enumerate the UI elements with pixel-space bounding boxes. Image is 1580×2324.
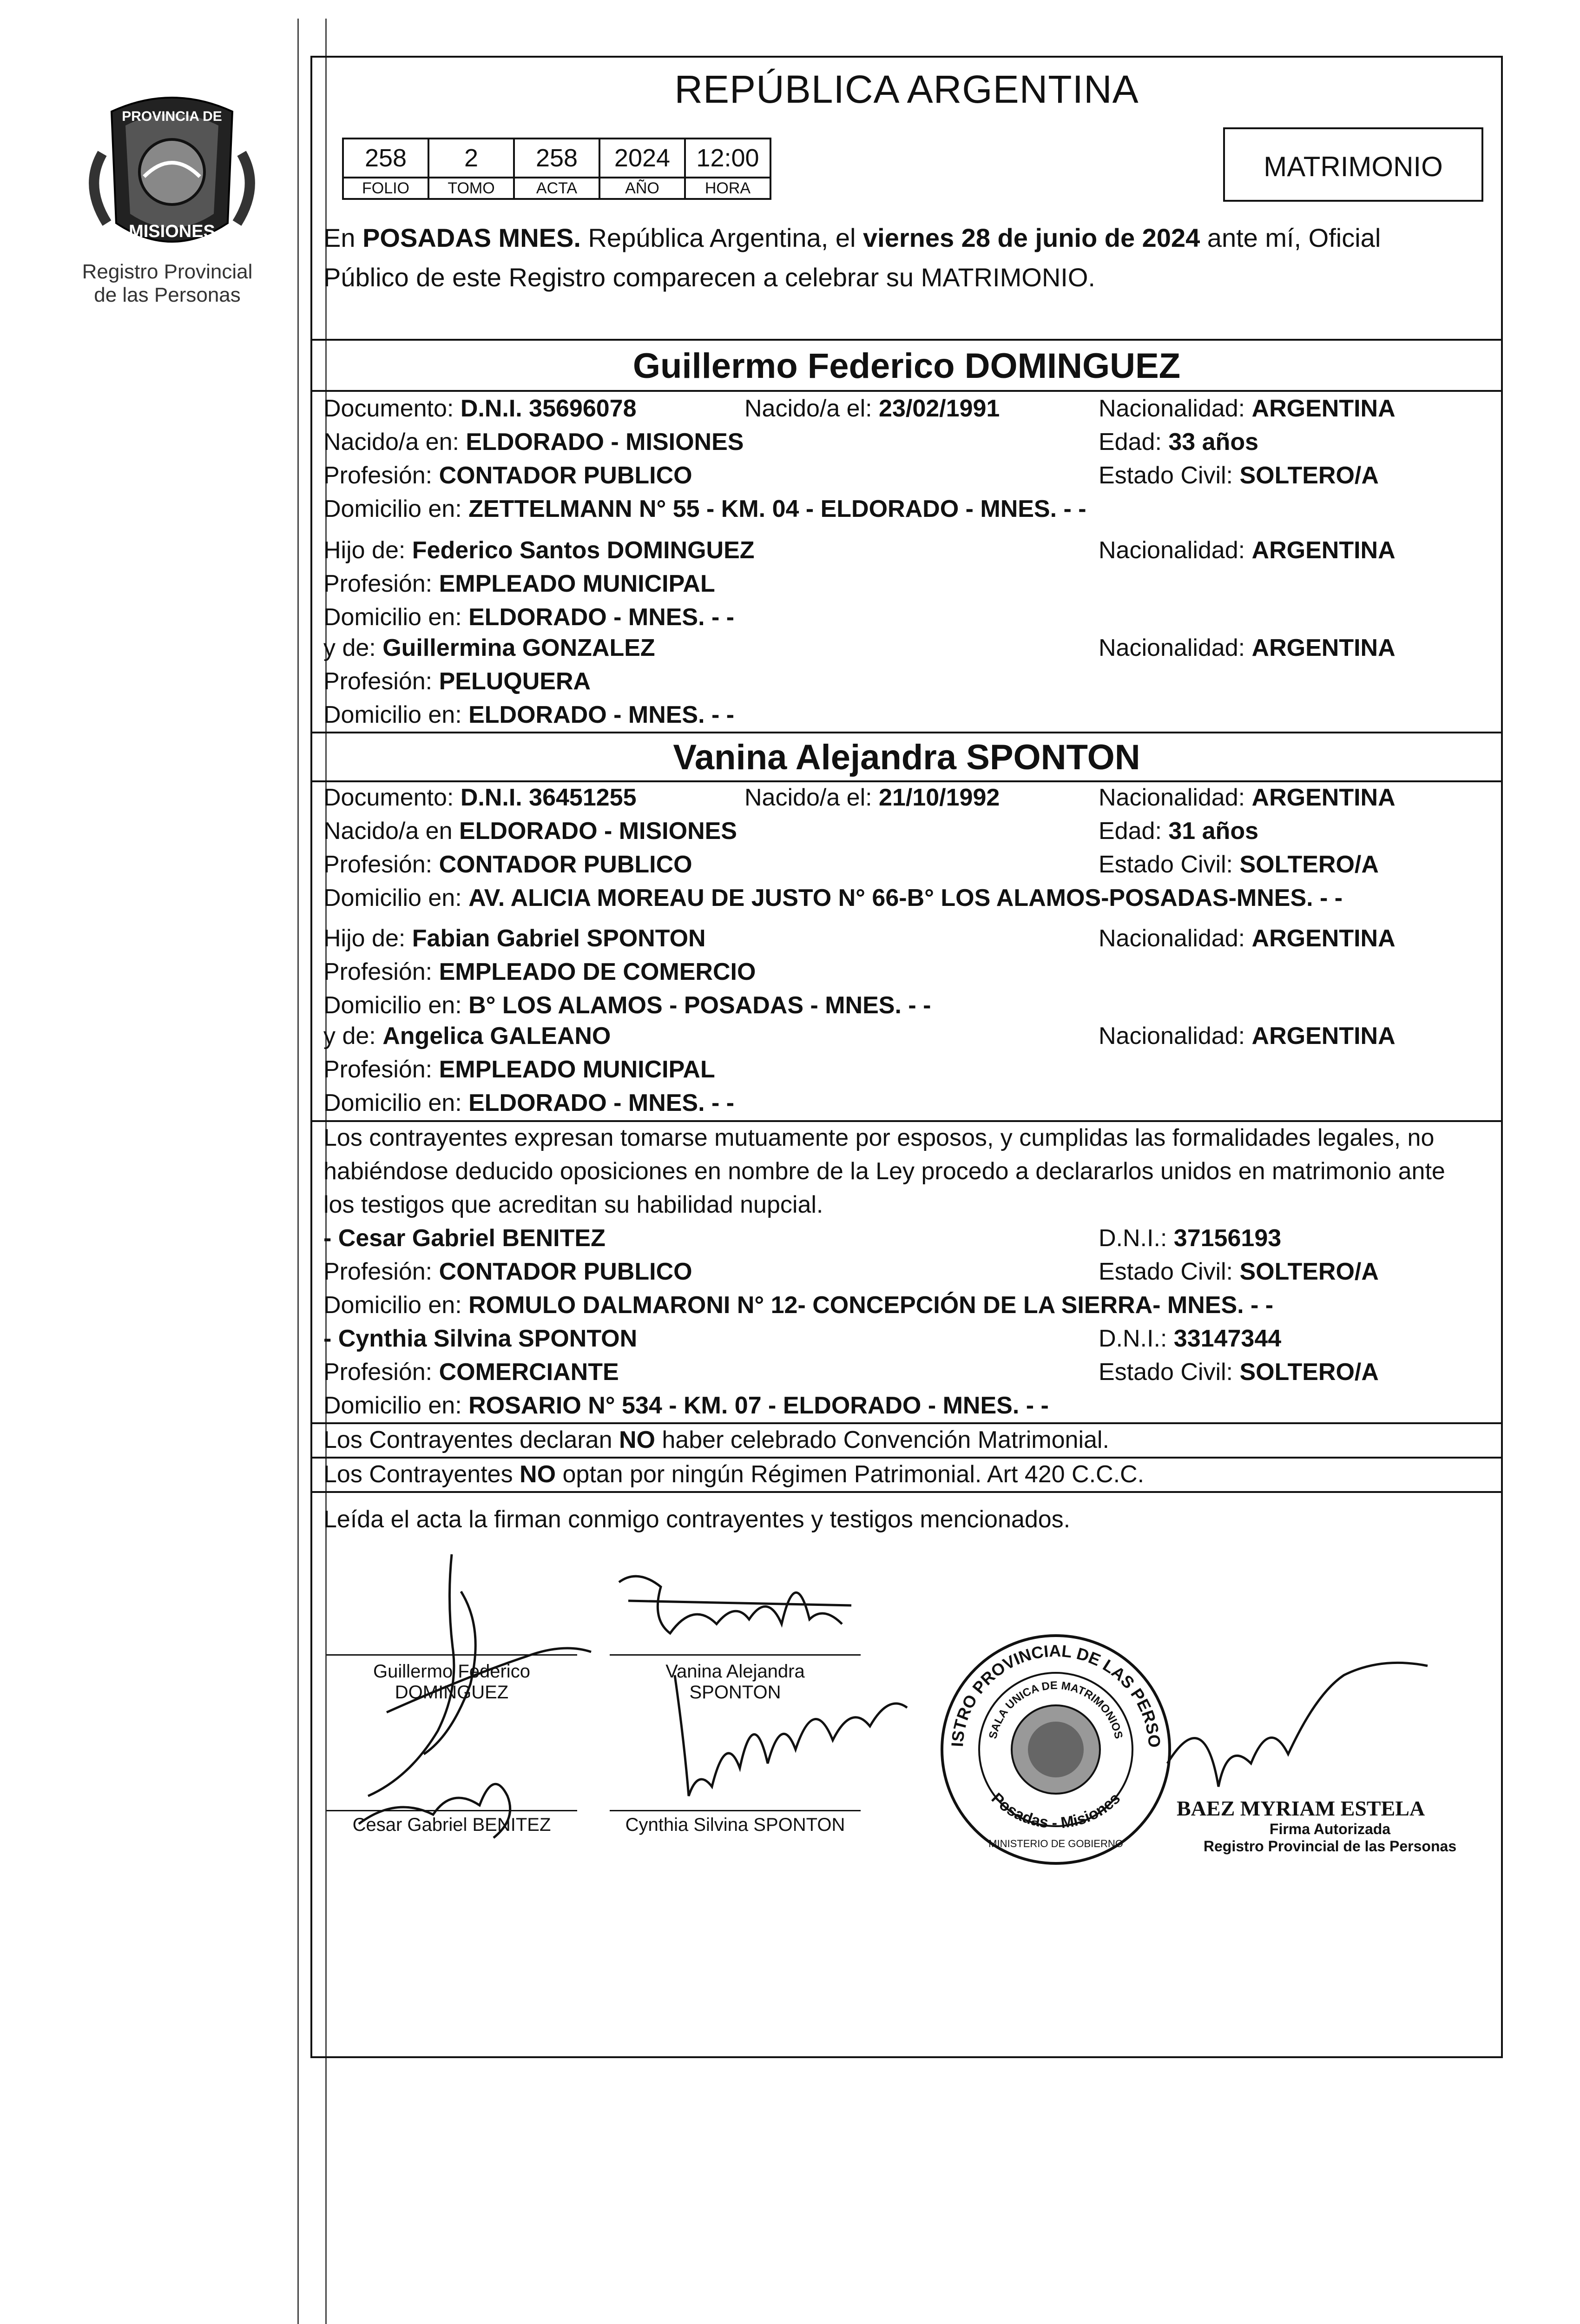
- witness1-address: Domicilio en: ROMULO DALMARONI N° 12- CONCEPCIÓN DE LA SIERRA- MNES. - -: [323, 1292, 1274, 1319]
- official-seal: [935, 1629, 1177, 1870]
- witness2-name: - Cynthia Silvina SPONTON: [323, 1325, 638, 1352]
- intro-line-2: Público de este Registro comparecen a celebrar su MATRIMONIO.: [323, 263, 1095, 292]
- spouse2-document: Documento: D.N.I. 36451255: [323, 784, 637, 811]
- folio-label: FOLIO: [343, 178, 428, 199]
- officer-name: BAEZ MYRIAM ESTELA: [1177, 1796, 1425, 1820]
- spouse1-document: Documento: D.N.I. 35696078: [323, 395, 637, 422]
- registry-logo: [74, 84, 270, 270]
- hora-value: 12:00: [685, 139, 770, 178]
- svg-text:SALA UNICA DE MATRIMONIOS: SALA UNICA DE MATRIMONIOS: [987, 1679, 1125, 1740]
- signature-caption-witness1: Cesar Gabriel BENITEZ: [352, 1815, 551, 1835]
- witness1-name: - Cesar Gabriel BENITEZ: [323, 1225, 606, 1252]
- declaration-line-1: Los contrayentes expresan tomarse mutuamente por esposos, y cumplidas las formalidades legales, no: [323, 1124, 1435, 1151]
- spouse2-mother-address: Domicilio en: ELDORADO - MNES. - -: [323, 1089, 735, 1116]
- acta-label: ACTA: [514, 178, 599, 199]
- signature-witness1: [340, 1750, 563, 1852]
- margin-rule: [297, 19, 299, 2324]
- hora-label: HORA: [685, 178, 770, 199]
- spouse1-father-nationality: Nacionalidad: ARGENTINA: [1099, 537, 1396, 564]
- spouse1-mother-nationality: Nacionalidad: ARGENTINA: [1099, 634, 1396, 661]
- declaration-line-3: los testigos que acreditan su habilidad nupcial.: [323, 1191, 823, 1218]
- officer-stamp: [1177, 1796, 1483, 1855]
- spouse1-civil-status: Estado Civil: SOLTERO/A: [1099, 462, 1379, 489]
- spouse1-age: Edad: 33 años: [1099, 429, 1258, 456]
- signature-caption-spouse1: Guillermo Federico DOMINGUEZ: [373, 1661, 530, 1703]
- intro-line-1: En POSADAS MNES. República Argentina, el viernes 28 de junio de 2024 ante mí, Oficial: [323, 223, 1381, 252]
- spouse2-name: Vanina Alejandra SPONTON: [673, 738, 1140, 777]
- convention-statement: Los Contrayentes declaran NO haber celebrado Convención Matrimonial.: [323, 1426, 1109, 1453]
- spouse2-mother-nationality: Nacionalidad: ARGENTINA: [1099, 1023, 1396, 1050]
- witness1-civil-status: Estado Civil: SOLTERO/A: [1099, 1258, 1379, 1285]
- spouse2-mother: y de: Angelica GALEANO: [323, 1023, 611, 1050]
- spouse1-mother-profession: Profesión: PELUQUERA: [323, 668, 591, 695]
- spouse1-father: Hijo de: Federico Santos DOMINGUEZ: [323, 537, 755, 564]
- witness2-dni: D.N.I.: 33147344: [1099, 1325, 1282, 1352]
- shield-emblem-icon: [74, 84, 270, 270]
- closing-statement: Leída el acta la firman conmigo contrayentes y testigos mencionados.: [323, 1506, 1071, 1533]
- witness2-address: Domicilio en: ROSARIO N° 534 - KM. 07 - ELDORADO - MNES. - -: [323, 1392, 1049, 1419]
- spouse2-age: Edad: 31 años: [1099, 818, 1258, 845]
- spouse1-mother-address: Domicilio en: ELDORADO - MNES. - -: [323, 701, 735, 728]
- seal-icon: [935, 1629, 1177, 1870]
- anio-label: AÑO: [599, 178, 685, 199]
- spouse2-birthplace: Nacido/a en ELDORADO - MISIONES: [323, 818, 737, 845]
- marriage-certificate: [310, 56, 1503, 2058]
- spouse1-father-address: Domicilio en: ELDORADO - MNES. - -: [323, 604, 735, 631]
- registry-name: [51, 260, 283, 307]
- signature-caption-witness2: Cynthia Silvina SPONTON: [625, 1815, 845, 1835]
- spouse1-address: Domicilio en: ZETTELMANN N° 55 - KM. 04 - ELDORADO - MNES. - -: [323, 495, 1086, 522]
- witness2-civil-status: Estado Civil: SOLTERO/A: [1099, 1359, 1379, 1386]
- regime-statement: Los Contrayentes NO optan por ningún Régimen Patrimonial. Art 420 C.C.C.: [323, 1461, 1145, 1488]
- spouse1-profession: Profesión: CONTADOR PUBLICO: [323, 462, 692, 489]
- spouse2-father-nationality: Nacionalidad: ARGENTINA: [1099, 925, 1396, 952]
- act-type: MATRIMONIO: [1264, 151, 1443, 182]
- svg-text:REGISTRO PROVINCIAL DE LAS PER: ISTRO PROVINCIAL DE LAS PERSO: [948, 1641, 1165, 1749]
- tomo-value: 2: [428, 139, 514, 178]
- spouse1-birthplace: Nacido/a en: ELDORADO - MISIONES: [323, 429, 744, 456]
- declaration-line-2: habiéndose deducido oposiciones en nombre de la Ley procedo a declararlos unidos en matrimonio ante: [323, 1158, 1445, 1185]
- officer-organization: Registro Provincial de las Personas: [1203, 1838, 1457, 1855]
- spouse1-mother: y de: Guillermina GONZALEZ: [323, 634, 655, 661]
- witness2-profession: Profesión: COMERCIANTE: [323, 1359, 619, 1386]
- spouse2-address: Domicilio en: AV. ALICIA MOREAU DE JUSTO N° 66-B° LOS ALAMOS-POSADAS-MNES. - -: [323, 885, 1343, 911]
- signature-witness2: [656, 1647, 935, 1880]
- tomo-label: TOMO: [428, 178, 514, 199]
- signature-spouse2: [610, 1526, 870, 1666]
- witness1-profession: Profesión: CONTADOR PUBLICO: [323, 1258, 692, 1285]
- officer-title: Firma Autorizada: [1269, 1821, 1391, 1837]
- act-type-box: [1223, 127, 1483, 202]
- svg-text:MISIONES: MISIONES: [129, 222, 215, 241]
- spouse2-civil-status: Estado Civil: SOLTERO/A: [1099, 851, 1379, 878]
- spouse2-nationality: Nacionalidad: ARGENTINA: [1099, 784, 1396, 811]
- anio-value: 2024: [599, 139, 685, 178]
- registry-name-line2: de las Personas: [94, 284, 241, 306]
- spouse1-birthdate: Nacido/a el: 23/02/1991: [744, 395, 1000, 422]
- spouse2-profession: Profesión: CONTADOR PUBLICO: [323, 851, 692, 878]
- spouse2-father-profession: Profesión: EMPLEADO DE COMERCIO: [323, 958, 756, 985]
- svg-text:PROVINCIA DE: PROVINCIA DE: [122, 109, 222, 124]
- spouse2-father: Hijo de: Fabian Gabriel SPONTON: [323, 925, 706, 952]
- spouse1-nationality: Nacionalidad: ARGENTINA: [1099, 395, 1396, 422]
- witness1-dni: D.N.I.: 37156193: [1099, 1225, 1282, 1252]
- spouse2-father-address: Domicilio en: B° LOS ALAMOS - POSADAS - MNES. - -: [323, 992, 931, 1019]
- signature-caption-spouse2: Vanina Alejandra SPONTON: [665, 1661, 805, 1703]
- folio-value: 258: [343, 139, 428, 178]
- spouse2-birthdate: Nacido/a el: 21/10/1992: [744, 784, 1000, 811]
- registry-name-line1: Registro Provincial: [82, 260, 253, 283]
- spouse1-father-profession: Profesión: EMPLEADO MUNICIPAL: [323, 570, 715, 597]
- acta-value: 258: [514, 139, 599, 178]
- spouse1-name: Guillermo Federico DOMINGUEZ: [632, 346, 1181, 386]
- country-title: REPÚBLICA ARGENTINA: [674, 67, 1139, 111]
- record-table: [342, 138, 771, 200]
- svg-text:MINISTERIO DE GOBIERNO: MINISTERIO DE GOBIERNO: [988, 1838, 1123, 1849]
- svg-text:Posadas - Misiones: Posadas - Misiones: [988, 1789, 1124, 1832]
- spouse2-mother-profession: Profesión: EMPLEADO MUNICIPAL: [323, 1056, 715, 1083]
